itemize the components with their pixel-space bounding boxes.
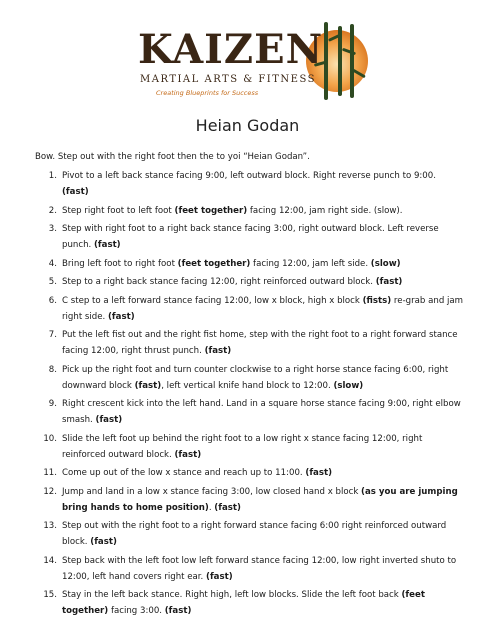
step-emphasis: (fast) [90,537,117,547]
step-emphasis: (fast) [375,277,403,287]
step-text: Pivot to a left back stance facing 9:00, left outward block. Right reverse punch to 9:00. [62,171,436,181]
step-number: 12. [43,486,57,497]
step-number: 8. [48,364,57,375]
step-text: C step to a left forward stance facing 12:00, low x block, high x block [62,295,363,306]
steps-list [35,168,465,622]
step-text: Right crescent kick into the left hand. Land in a square horse stance facing 9:00, right elbow smash. [62,399,461,425]
step-item [35,274,465,290]
step-item [35,168,465,200]
step-text: Bring left foot to right foot [62,258,178,269]
step-text: Slide the left foot up behind the right foot to a low right x stance facing 12:00, right reinforced outward block. [62,433,423,460]
step-item [35,327,465,359]
step-emphasis: (fast) [305,468,333,478]
step-number: 1. [48,171,57,181]
kaizen-logo [128,22,368,100]
logo-subtitle: MARTIAL ARTS & FITNESS [140,74,316,85]
step-text: , left vertical knife hand block to 12:00. [161,380,334,391]
step-number: 14. [43,555,57,566]
step-text: Step with right foot to a right back stance facing 3:00, right outward block. Left reverse punch. [62,224,439,250]
step-emphasis: (slow) [370,258,401,269]
step-text: facing 3:00. [108,606,165,616]
step-text: Put the left fist out and the right fist home, step with the right foot to a right forward stance facing 12:00, right thrust punch. [62,330,458,356]
page-title: Heian Godan [195,116,300,135]
step-text: Jump and land in a low x stance facing 3:00, low closed hand x block [62,486,362,497]
step-emphasis: (fast) [108,311,135,322]
bamboo-stalk-3 [350,24,354,98]
step-item [35,518,465,550]
step-text: Step back with the left foot low left forward stance facing 12:00, low right inverted shuto to 12:00, left hand covers right ear. [62,555,457,582]
step-number: 3. [48,224,57,234]
step-item [35,396,465,428]
step-item [35,256,465,272]
step-number: 10. [43,433,57,444]
step-emphasis: (feet together) [174,205,248,216]
step-item [35,293,465,325]
step-number: 13. [43,521,57,531]
intro-text: Bow. Step out with the right foot then the to yoi “Heian Godan”. [35,152,310,162]
step-emphasis: (fast) [62,187,89,197]
step-emphasis: (feet together) [62,590,425,616]
step-text: Pick up the right foot and turn counter clockwise to a right horse stance facing 6:00, right downward block [62,364,449,391]
step-emphasis: (fast) [95,415,123,425]
step-item [35,484,465,516]
step-item [35,221,465,253]
step-text: facing 12:00, jam right side. (slow). [247,205,403,216]
step-emphasis: (fast) [214,502,241,513]
step-number: 5. [48,277,57,287]
step-text: Come up out of the low x stance and reach up to 11:00. [62,468,306,478]
step-emphasis: (fast) [204,346,232,356]
step-emphasis: (fists) [362,295,392,306]
step-emphasis: (slow) [333,380,364,391]
step-item [35,553,465,585]
step-number: 9. [48,399,57,409]
step-emphasis: (fast) [134,380,162,391]
step-number: 2. [48,205,57,216]
step-text: Step to a right back stance facing 12:00, right reinforced outward block. [62,277,376,287]
step-text: re-grab and jam right side. [62,295,464,322]
step-item [35,587,465,619]
step-emphasis: (fast) [174,449,202,460]
step-emphasis: (fast) [164,606,192,616]
step-number: 4. [48,258,57,269]
logo-tagline: Creating Blueprints for Success [156,89,259,97]
step-item [35,431,465,463]
step-text: Step out with the right foot to a right forward stance facing 6:00 right reinforced outward block. [62,521,447,547]
step-emphasis: (fast) [206,571,233,582]
step-number: 6. [48,295,57,306]
step-text: Step right foot to left foot [62,205,175,216]
logo-wordmark: KAIZEN [138,26,324,73]
step-number: 11. [43,468,57,478]
step-emphasis: (feet together) [177,258,251,269]
step-emphasis: (as you are jumping bring hands to home position) [62,486,458,513]
step-number: 15. [43,590,57,600]
step-item [35,465,465,481]
step-text: Stay in the left back stance. Right high, left low blocks. Slide the left foot back [62,590,402,600]
step-item [35,362,465,394]
step-item [35,203,465,219]
step-text: . [208,502,215,513]
step-text: facing 12:00, jam left side. [250,258,371,269]
step-number: 7. [48,330,57,340]
step-emphasis: (fast) [93,240,121,250]
